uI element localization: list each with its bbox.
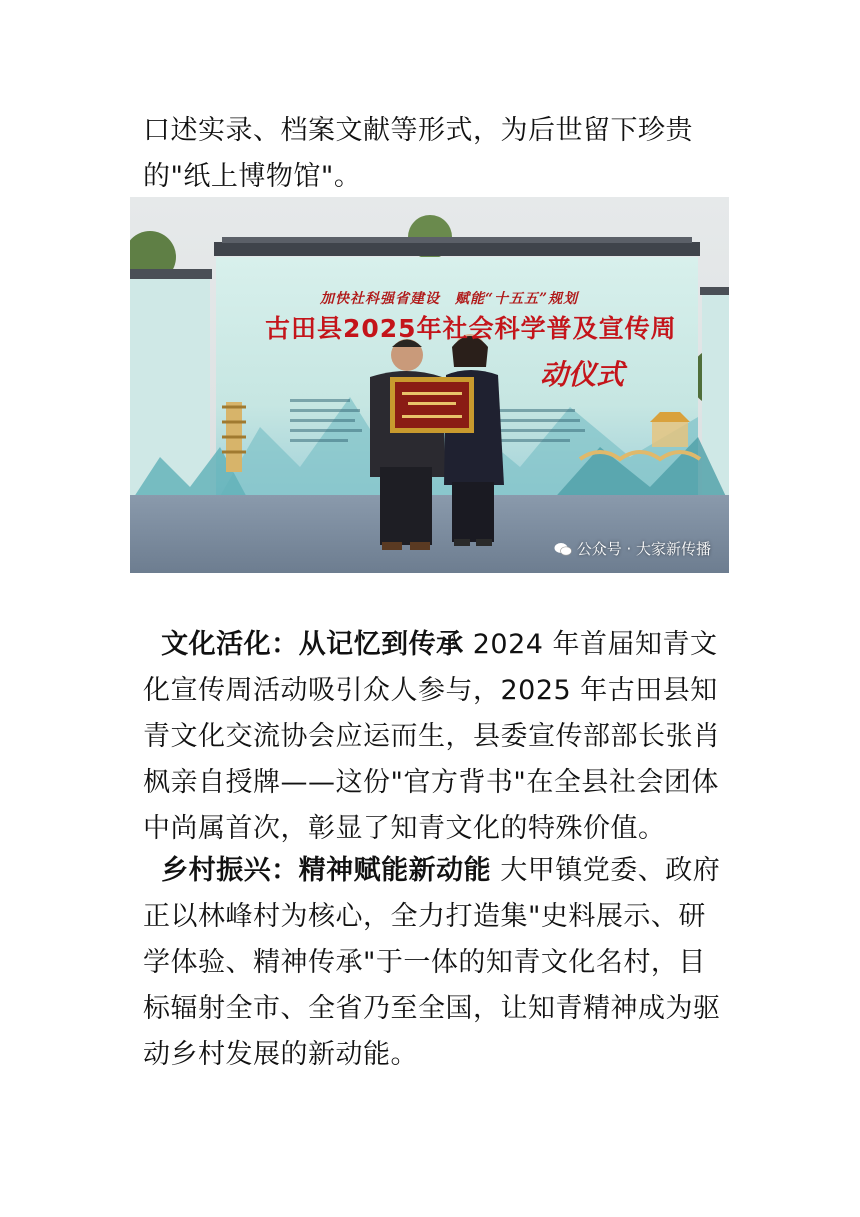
paragraph-rural-revitalization xyxy=(143,848,733,1078)
paragraph-cultural-activation xyxy=(143,622,733,852)
banner-title: 古田县2025年社会科学普及宣传周 xyxy=(265,314,677,343)
wechat-icon xyxy=(554,542,572,556)
photo-scene xyxy=(130,197,729,573)
watermark xyxy=(554,538,711,559)
award-plaque xyxy=(390,377,474,433)
paragraph-text: 大甲镇党委、政府正以林峰村为核心，全力打造集"史料展示、研学体验、精神传承"于一体的知青文化名村，目标辐射全市、全省乃至全国，让知青精神成为驱动乡村发展的新动能。 xyxy=(143,855,721,1070)
section-heading: 文化活化：从记忆到传承 xyxy=(161,629,464,660)
banner-subtitle: 动仪式 xyxy=(540,358,625,391)
paragraph-oral-records xyxy=(143,108,733,200)
watermark-text: 公众号 · 大家新传播 xyxy=(576,540,711,558)
paragraph-text: 2024 年首届知青文化宣传周活动吸引众人参与，2025 年古田县知青文化交流协会应运而生，县委宣传部部长张肖枫亲自授牌——这份"官方背书"在全县社会团体中尚属首次，彰显了知青文化的特殊价值。 xyxy=(143,629,721,844)
section-heading: 乡村振兴：精神赋能新动能 xyxy=(161,855,492,886)
banner-slogan: 加快社科强省建设 赋能“十五五”规划 xyxy=(320,291,579,307)
event-photo xyxy=(130,197,729,573)
paragraph-text: 口述实录、档案文献等形式，为后世留下珍贵的"纸上博物馆"。 xyxy=(143,115,693,192)
